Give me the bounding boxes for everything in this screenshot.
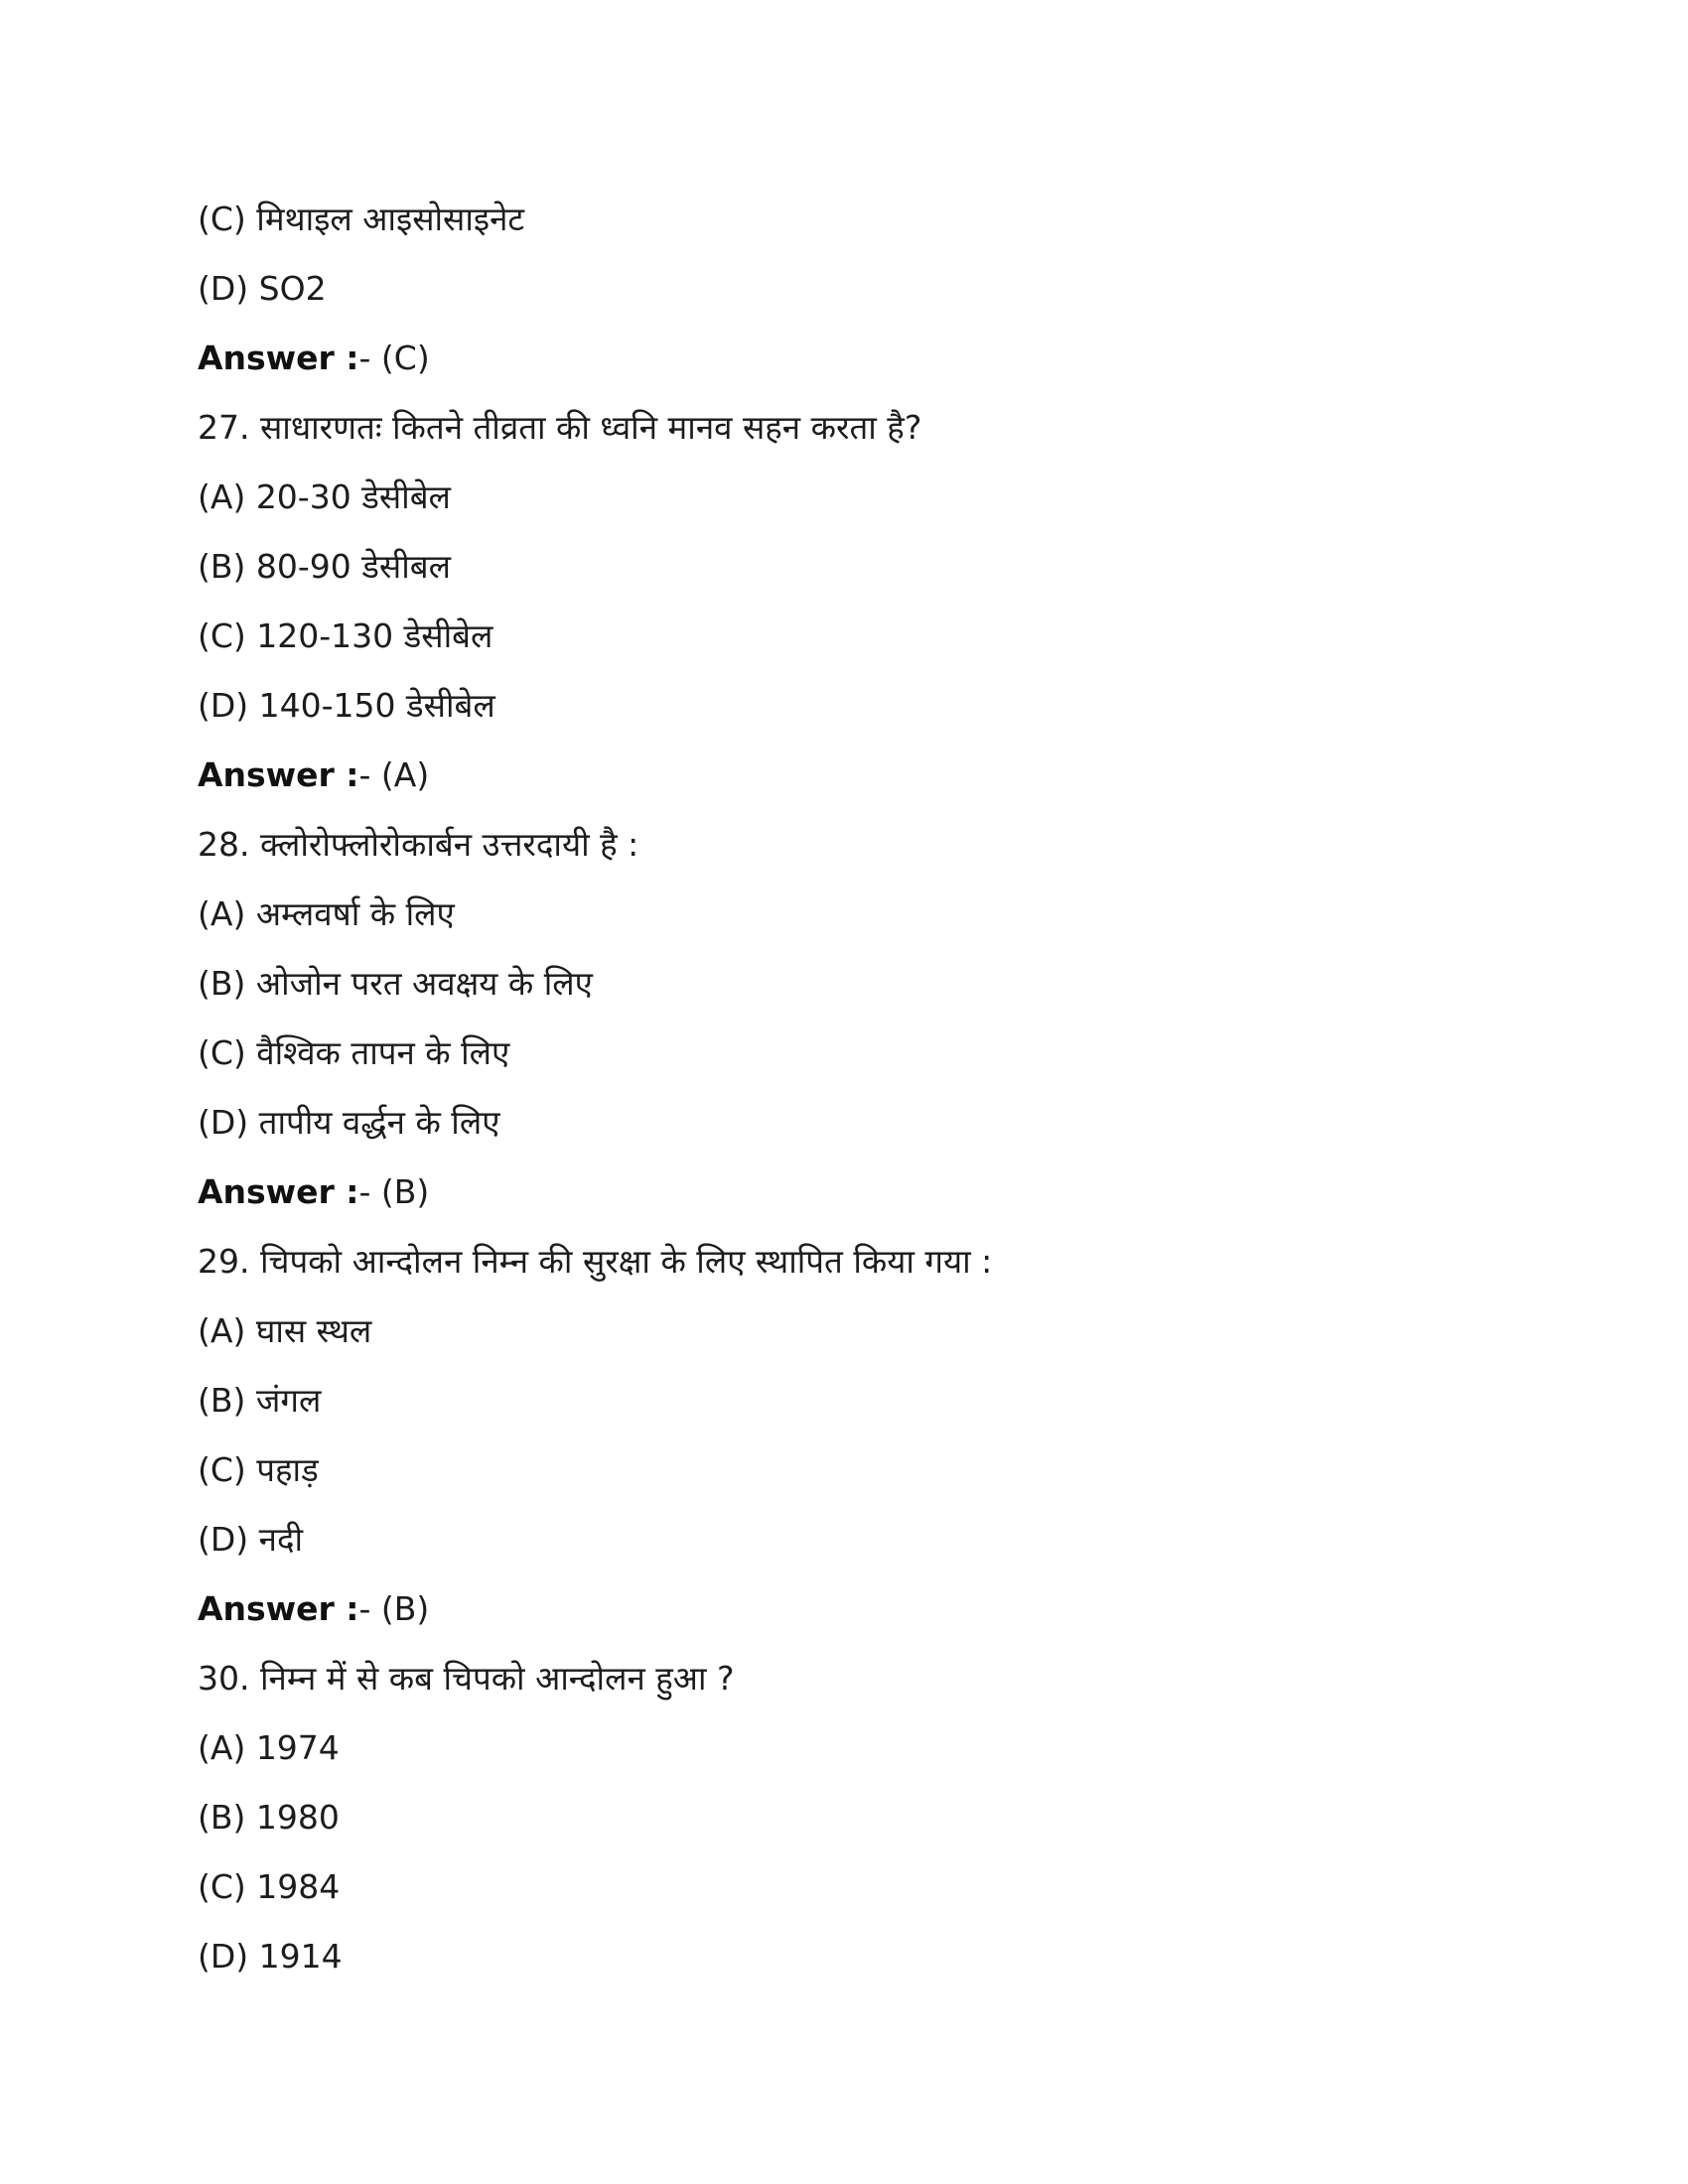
option-item: (B) जंगल: [198, 1381, 322, 1420]
option-item: (B) 1980: [198, 1798, 340, 1837]
answer-line: [198, 324, 1488, 393]
option-item: (B) 80-90 डेसीबल: [198, 547, 451, 586]
answer-label: Answer :: [198, 755, 359, 794]
option-item: (A) 20-30 डेसीबेल: [198, 478, 451, 516]
option-item: (D) तापीय वर्द्धन के लिए: [198, 1103, 500, 1142]
question-text: 30. निम्न में से कब चिपको आन्दोलन हुआ ?: [198, 1659, 735, 1698]
answer-label: Answer :: [198, 339, 359, 377]
answer-value: - (B): [358, 1589, 430, 1628]
option-item: (C) 1984: [198, 1867, 341, 1906]
answer-line: [198, 1158, 1488, 1227]
answer-value: - (C): [358, 339, 430, 377]
option-item: (D) नदी: [198, 1520, 304, 1559]
option-item: (A) 1974: [198, 1728, 340, 1767]
option-item: (D) 1914: [198, 1937, 343, 1976]
option-item: (C) वैश्विक तापन के लिए: [198, 1033, 510, 1072]
answer-value: - (B): [358, 1172, 430, 1211]
page-content: [198, 185, 1488, 1991]
answer-line: [198, 741, 1488, 810]
option-item: (B) ओजोन परत अवक्षय के लिए: [198, 964, 593, 1003]
answer-label: Answer :: [198, 1589, 359, 1628]
option-item: (D) SO2: [198, 269, 327, 308]
question-text: 28. क्लोरोफ्लोरोकार्बन उत्तरदायी है :: [198, 825, 639, 864]
option-item: (A) अम्लवर्षा के लिए: [198, 894, 455, 933]
option-item: (C) 120-130 डेसीबेल: [198, 616, 493, 655]
option-item: (C) पहाड़: [198, 1450, 319, 1489]
option-item: (A) घास स्थल: [198, 1311, 372, 1350]
answer-line: [198, 1574, 1488, 1644]
question-text: 29. चिपको आन्दोलन निम्न की सुरक्षा के लिए स्थापित किया गया :: [198, 1242, 993, 1281]
option-item: (D) 140-150 डेसीबेल: [198, 686, 495, 725]
answer-label: Answer :: [198, 1172, 359, 1211]
answer-value: - (A): [358, 755, 430, 794]
question-text: 27. साधारणतः कितने तीव्रता की ध्वनि मानव सहन करता है?: [198, 408, 922, 447]
option-item: (C) मिथाइल आइसोसाइनेट: [198, 200, 525, 238]
